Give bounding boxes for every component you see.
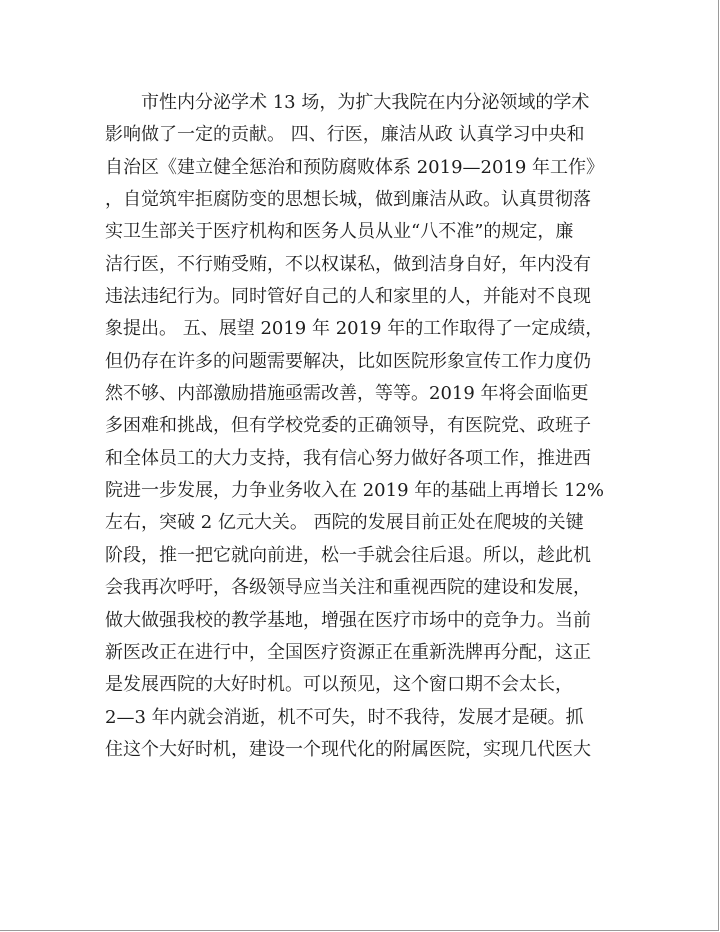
- text-line-2: 影响做了一定的贡献。 四、行医，廉洁从政 认真学习中央和: [105, 124, 585, 146]
- text-line-8: 象提出。 五、展望 2019 年 2019 年的工作取得了一定成绩，: [105, 318, 604, 340]
- text-line-13: 院进一步发展，力争业务收入在 2019 年的基础上再增长 12%: [105, 480, 604, 502]
- text-line-5: 实卫生部关于医疗机构和医务人员从业“八不准”的规定，廉: [105, 221, 574, 243]
- text-line-17: 做大做强我校的教学基地，增强在医疗市场中的竞争力。当前: [105, 609, 591, 631]
- text-line-21: 住这个大好时机，建设一个现代化的附属医院，实现几代医大: [105, 738, 591, 760]
- text-line-9: 但仍存在许多的问题需要解决，比如医院形象宣传工作力度仍: [105, 350, 591, 372]
- text-line-10: 然不够、内部激励措施亟需改善，等等。2019 年将会面临更: [105, 383, 589, 405]
- text-line-7: 违法违纪行为。同时管好自己的人和家里的人，并能对不良现: [105, 286, 591, 308]
- text-line-12: 和全体员工的大力支持，我有信心努力做好各项工作，推进西: [105, 447, 591, 469]
- text-line-1: 市性内分泌学术 13 场，为扩大我院在内分泌领域的学术: [141, 92, 590, 113]
- text-line-16: 会我再次呼吁，各级领导应当关注和重视西院的建设和发展，: [105, 577, 591, 599]
- text-line-20: 2—3 年内就会消逝，机不可失，时不我待，发展才是硬。抓: [105, 706, 584, 728]
- text-line-3: 自治区《建立健全惩治和预防腐败体系 2019—2019 年工作》: [105, 156, 605, 178]
- text-line-14: 左右，突破 2 亿元大关。 西院的发展目前正处在爬坡的关键: [105, 512, 584, 534]
- text-line-18: 新医改正在进行中，全国医疗资源正在重新洗牌再分配，这正: [105, 641, 591, 663]
- text-line-6: 洁行医，不行贿受贿，不以权谋私，做到洁身自好，年内没有: [105, 253, 591, 275]
- text-line-11: 多困难和挑战，但有学校党委的正确领导，有医院党、政班子: [105, 415, 591, 437]
- text-line-4: ，自觉筑牢拒腐防变的思想长城，做到廉洁从政。认真贯彻落: [105, 189, 591, 211]
- text-line-19: 是发展西院的大好时机。可以预见，这个窗口期不会太长，: [105, 674, 573, 696]
- body-text: [105, 87, 625, 766]
- text-line-15: 阶段，推一把它就向前进，松一手就会往后退。所以，趁此机: [105, 544, 591, 566]
